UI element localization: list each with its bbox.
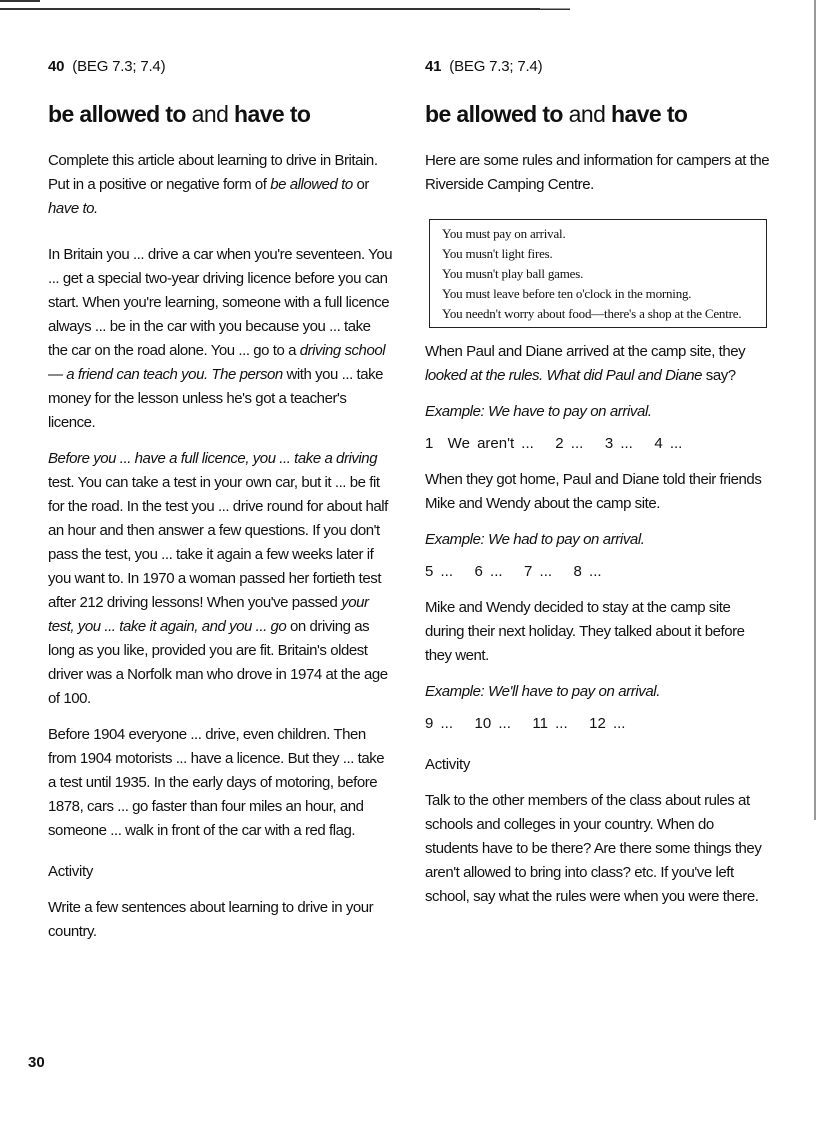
exercise-reference — [425, 58, 770, 75]
article-paragraph-2: Before you ... have a full licence, you ... take a driving test. You can take a test in your own car, but it ... be fit for the road. In the test you ... drive round for about half an hour and then answer a few questions. If you don't pass the test, you ... take it again a few weeks later if you want to. In 1970 a woman passed her fortieth test after 212 driving lessons! When you've passed your test, you ... take it again, and you ... go on driving as long as you like, provided you are fit. Britain's oldest driver was a Norfolk man who drove in 1974 at the age of 100. — [48, 450, 388, 708]
rule-line: You needn't worry about food—there's a shop at the Centre. — [442, 306, 742, 322]
activity-heading: Activity — [425, 756, 471, 774]
exercise-41 — [425, 58, 770, 921]
rule-line: You musn't light fires. — [442, 246, 553, 262]
answer-numbers-2: 5 ... 6 ... 7 ... 8 ... — [425, 563, 602, 581]
activity-text: Talk to the other members of the class about rules at schools and colleges in your country. When do students have to be there? Are there some things they aren't allowed to bring into class? etc. If you've left school, say what the rules were when you were there. — [425, 792, 762, 906]
exercise-number: 40 — [48, 58, 65, 75]
camp-rules-box — [429, 219, 767, 328]
article-paragraph-1: In Britain you ... drive a car when you're seventeen. You ... get a special two-year driving licence before you can start. When you're learning, someone with a full licence always ... be in the car with you because you ... take the car on the road alone. You ... go to a driving school — a friend can teach you. The person with you ... take money for the lesson unless he's got a teacher's licence. — [48, 246, 393, 432]
example-2: Example: We had to pay on arrival. — [425, 531, 645, 549]
top-rule — [0, 8, 570, 10]
grammar-reference: (BEG 7.3; 7.4) — [449, 58, 543, 75]
exercise-40 — [48, 58, 393, 956]
exercise-instructions: Here are some rules and information for campers at the Riverside Camping Centre. — [425, 152, 770, 194]
exercise-number: 41 — [425, 58, 442, 75]
activity-text: Write a few sentences about learning to drive in your country. — [48, 899, 374, 941]
answer-numbers-3: 9 ... 10 ... 11 ... 12 ... — [425, 715, 626, 733]
corner-mark — [0, 0, 40, 8]
exercise-reference — [48, 58, 393, 75]
top-rule-end — [540, 8, 570, 9]
answer-numbers-1: 1 We aren't ... 2 ... 3 ... 4 ... — [425, 435, 683, 453]
rule-line: You must pay on arrival. — [442, 226, 566, 242]
page-number: 30 — [28, 1054, 45, 1071]
question-1: When Paul and Diane arrived at the camp site, they looked at the rules. What did Paul and Diane say? — [425, 343, 746, 385]
exercise-instructions: Complete this article about learning to drive in Britain. Put in a positive or negative form of be allowed to or have to. — [48, 152, 378, 218]
example-1: Example: We have to pay on arrival. — [425, 403, 652, 421]
question-3: Mike and Wendy decided to stay at the camp site during their next holiday. They talked about it before they went. — [425, 599, 745, 665]
grammar-reference: (BEG 7.3; 7.4) — [72, 58, 166, 75]
activity-heading: Activity — [48, 863, 94, 881]
example-3: Example: We'll have to pay on arrival. — [425, 683, 661, 701]
question-2: When they got home, Paul and Diane told their friends Mike and Wendy about the camp site. — [425, 471, 762, 513]
exercise-title: be allowed to and have to — [425, 101, 688, 127]
article-paragraph-3: Before 1904 everyone ... drive, even children. Then from 1904 motorists ... have a licence. But they ... take a test until 1935. In the early days of motoring, before 1878, cars ... go faster than four miles an hour, and someone ... walk in front of the car with a red flag. — [48, 726, 385, 840]
rule-line: You must leave before ten o'clock in the morning. — [442, 286, 692, 302]
rule-line: You musn't play ball games. — [442, 266, 584, 282]
exercise-title: be allowed to and have to — [48, 101, 311, 127]
